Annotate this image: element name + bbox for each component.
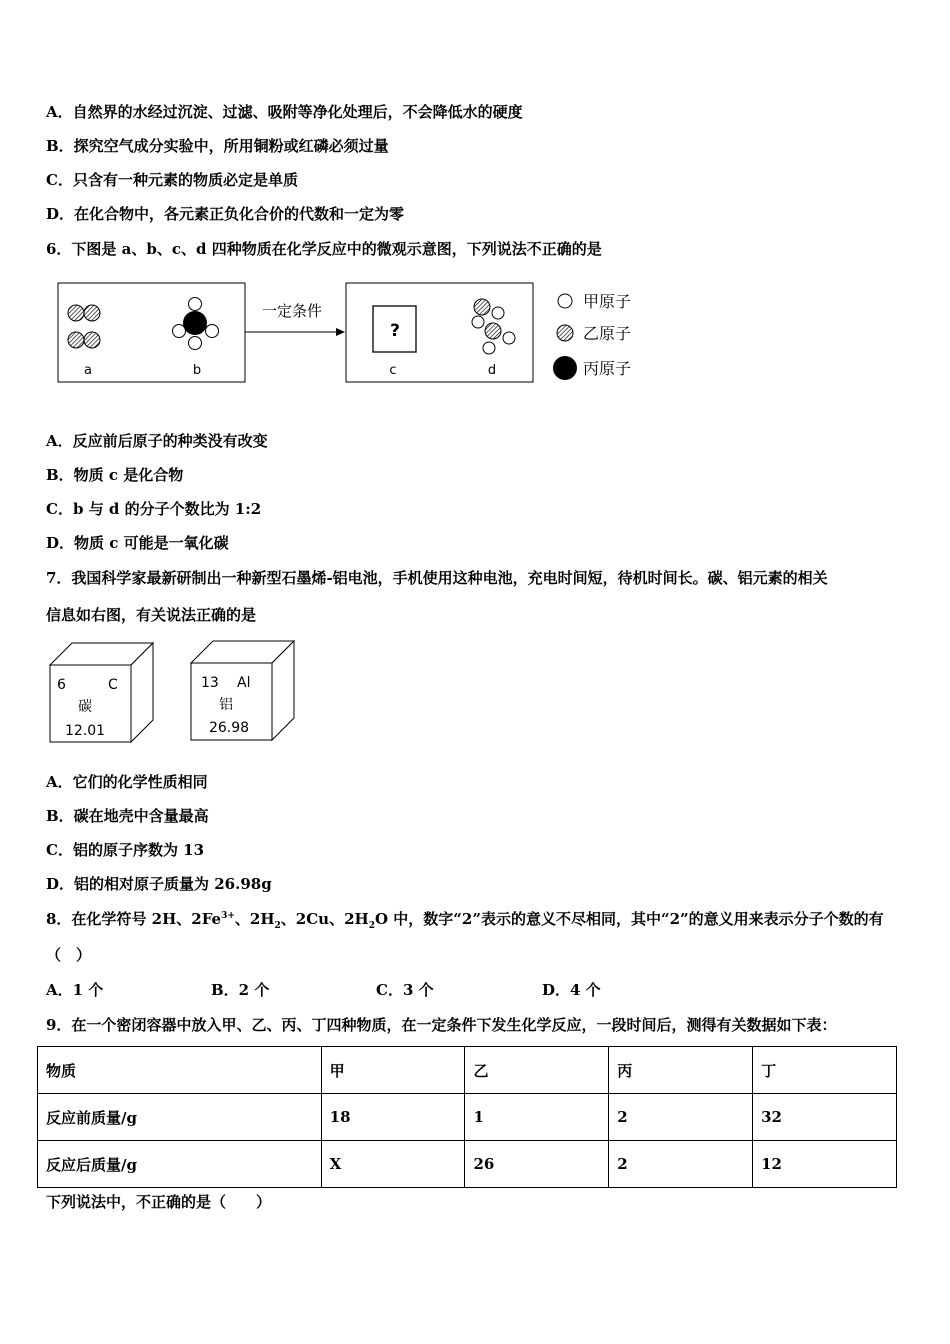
q7-option-b: B．碳在地壳中含量最高 <box>46 807 209 825</box>
q7-option-c: C．铝的原子序数为 13 <box>46 841 205 859</box>
q7-stem-line1: 7．我国科学家最新研制出一种新型石墨烯-铝电池，手机使用这种电池，充电时间短，待机时间长。碳、铝元素的相关 <box>46 569 828 587</box>
fe-charge: 3+ <box>221 911 235 921</box>
aluminum-name: 铝 <box>219 697 233 713</box>
header-cell: 丙 <box>609 1047 753 1094</box>
aluminum-mass: 26.98 <box>208 720 250 736</box>
table-cell: 1 <box>465 1094 609 1141</box>
table-cell: 12 <box>753 1141 897 1188</box>
table-cell: X <box>321 1141 465 1188</box>
q7-option-a: A．它们的化学性质相同 <box>46 773 208 791</box>
carbon-number: 6 <box>57 677 66 693</box>
table-row <box>38 1141 897 1188</box>
carbon-name: 碳 <box>78 699 92 715</box>
q8-option-c: C．3 个 <box>376 981 434 999</box>
table-cell: 反应后质量/g <box>38 1141 322 1188</box>
q8-stem-mid1: 、2H <box>234 910 275 928</box>
q8-stem <box>46 909 884 929</box>
q5-option-d: D．在化合物中，各元素正负化合价的代数和一定为零 <box>46 205 405 223</box>
table-cell: 2 <box>609 1141 753 1188</box>
aluminum-number: 13 <box>201 675 219 691</box>
q6-reaction-diagram <box>0 270 700 395</box>
q8-option-a: A．1 个 <box>46 981 104 999</box>
label-d: d <box>487 363 497 378</box>
aluminum-card <box>191 641 294 740</box>
table-cell: 32 <box>753 1094 897 1141</box>
table-header-row <box>38 1047 897 1094</box>
q8-stem-pre: 8．在化学符号 2H、2Fe <box>46 910 222 928</box>
q6-option-d: D．物质 c 可能是一氧化碳 <box>46 534 229 552</box>
h2-subscript: 2 <box>274 921 281 931</box>
molecule-b <box>173 298 219 350</box>
table-cell: 反应前质量/g <box>38 1094 322 1141</box>
molecule-d-bottom <box>483 323 515 354</box>
q9-follow: 下列说法中，不正确的是（ ） <box>46 1193 272 1211</box>
q5-option-a: A．自然界的水经过沉淀、过滤、吸附等净化处理后，不会降低水的硬度 <box>46 103 523 121</box>
reaction-condition: 一定条件 <box>262 302 323 320</box>
q9-data-table <box>37 1046 897 1188</box>
q6-option-a: A．反应前后原子的种类没有改变 <box>46 432 268 450</box>
q5-option-b: B．探究空气成分实验中，所用铜粉或红磷必须过量 <box>46 137 389 155</box>
table-cell: 26 <box>465 1141 609 1188</box>
q8-option-b: B．2 个 <box>211 981 270 999</box>
legend-bing-icon <box>553 356 577 380</box>
header-cell: 甲 <box>321 1047 465 1094</box>
label-c: c <box>389 363 397 378</box>
legend-jia-label: 甲原子 <box>583 292 632 311</box>
q5-option-c: C．只含有一种元素的物质必定是单质 <box>46 171 298 189</box>
molecule-d-top <box>472 299 504 328</box>
arrow-head <box>336 328 345 336</box>
carbon-card <box>50 643 153 742</box>
header-cell: 丁 <box>753 1047 897 1094</box>
carbon-symbol: C <box>108 677 118 693</box>
header-cell: 乙 <box>465 1047 609 1094</box>
legend-yi-label: 乙原子 <box>583 324 632 343</box>
label-b: b <box>192 363 202 378</box>
aluminum-symbol: Al <box>237 675 251 691</box>
q8-option-d: D．4 个 <box>542 981 601 999</box>
legend-yi-icon <box>557 325 573 341</box>
q8-stem-post: O 中，数字“2”表示的意义不尽相同，其中“2”的意义用来表示分子个数的有 <box>374 910 884 928</box>
table-cell: 2 <box>609 1094 753 1141</box>
molecule-a-bottom <box>68 332 100 348</box>
q6-stem: 6．下图是 a、b、c、d 四种物质在化学反应中的微观示意图，下列说法不正确的是 <box>46 240 602 258</box>
q7-option-d: D．铝的相对原子质量为 26.98g <box>46 875 272 893</box>
legend-jia-icon <box>558 294 572 308</box>
header-cell: 物质 <box>38 1047 322 1094</box>
table-cell: 18 <box>321 1094 465 1141</box>
label-a: a <box>84 363 92 378</box>
q6-option-b: B．物质 c 是化合物 <box>46 466 184 484</box>
unknown-symbol: ? <box>390 321 400 341</box>
q7-element-cards <box>0 635 320 750</box>
q8-stem-mid2: 、2Cu、2H <box>280 910 369 928</box>
q6-option-c: C．b 与 d 的分子个数比为 1:2 <box>46 500 262 518</box>
q7-stem-line2: 信息如右图，有关说法正确的是 <box>46 606 257 624</box>
carbon-mass: 12.01 <box>64 723 106 739</box>
molecule-a-top <box>68 305 100 321</box>
q9-stem: 9．在一个密闭容器中放入甲、乙、丙、丁四种物质，在一定条件下发生化学反应，一段时间后，测得有关数据如下表： <box>46 1016 837 1034</box>
legend-bing-label: 丙原子 <box>583 359 632 378</box>
h2o-subscript: 2 <box>368 921 375 931</box>
table-row <box>38 1094 897 1141</box>
q8-paren: （ ） <box>46 946 92 964</box>
